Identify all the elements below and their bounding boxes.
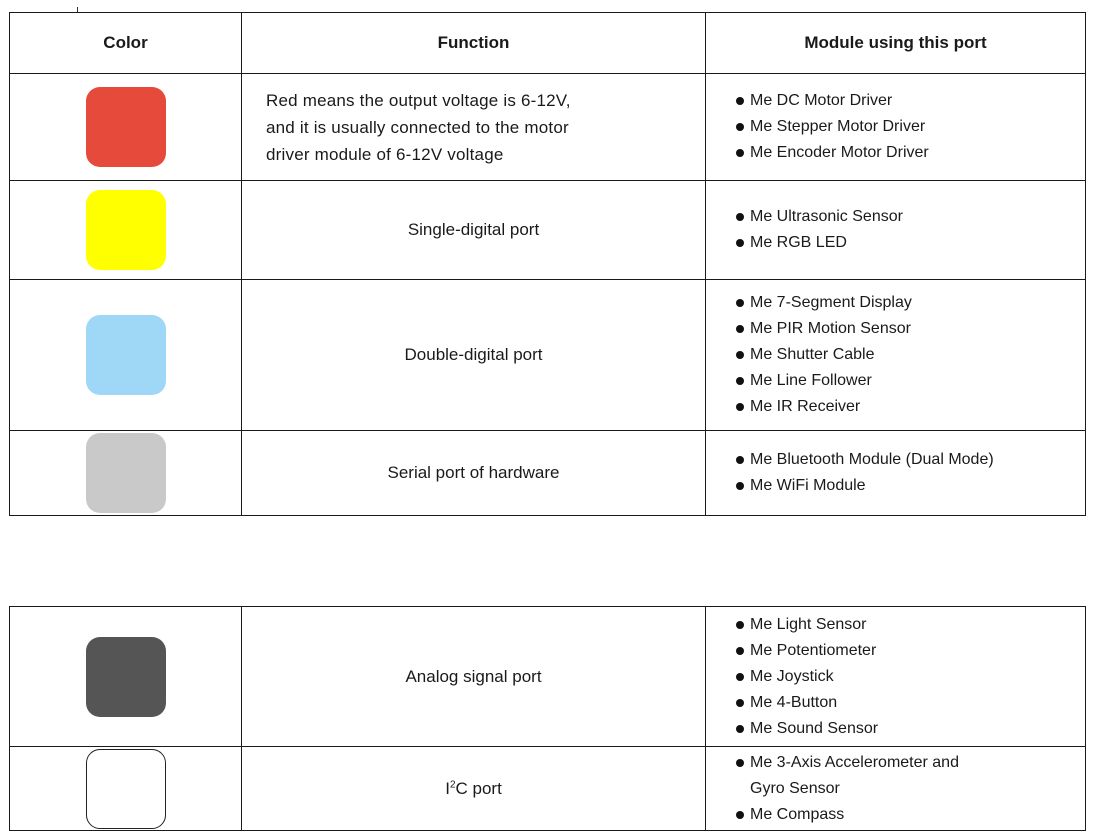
function-line: and it is usually connected to the motor [266, 117, 569, 137]
modules-cell [706, 607, 1086, 747]
modules-cell [706, 747, 1086, 831]
module-item: Me IR Receiver [736, 394, 1085, 420]
module-item: Me WiFi Module [736, 473, 1085, 499]
bullet-icon [736, 377, 744, 385]
module-item: Me Light Sensor [736, 612, 1085, 638]
function-cell: Analog signal port [242, 607, 706, 747]
bullet-icon [736, 811, 744, 819]
module-item: Me 7-Segment Display [736, 290, 1085, 316]
port-color-table [9, 12, 1086, 516]
gray-swatch [86, 433, 166, 513]
bullet-icon [736, 621, 744, 629]
module-item: Me Potentiometer [736, 638, 1085, 664]
table-row-yellow [10, 181, 1086, 280]
bullet-icon [736, 123, 744, 131]
blue-swatch [86, 315, 166, 395]
modules-cell [706, 181, 1086, 280]
bullet-icon [736, 482, 744, 490]
table-row-red [10, 74, 1086, 181]
bullet-icon [736, 403, 744, 411]
module-item: Me Stepper Motor Driver [736, 114, 1085, 140]
module-item: Me Joystick [736, 664, 1085, 690]
module-item: Me DC Motor Driver [736, 88, 1085, 114]
function-line: driver module of 6-12V voltage [266, 144, 504, 164]
function-cell: Double-digital port [242, 280, 706, 431]
table-row-blue [10, 280, 1086, 431]
color-cell [10, 431, 242, 516]
table-row-white [10, 747, 1086, 831]
red-swatch [86, 87, 166, 167]
function-cell: Serial port of hardware [242, 431, 706, 516]
function-cell [242, 74, 706, 181]
bullet-icon [736, 725, 744, 733]
bullet-icon [736, 351, 744, 359]
table-header-row [10, 13, 1086, 74]
module-item: Me Bluetooth Module (Dual Mode) [736, 447, 1085, 473]
modules-cell [706, 431, 1086, 516]
module-item: Me Ultrasonic Sensor [736, 204, 1085, 230]
bullet-icon [736, 299, 744, 307]
module-item: Me Line Follower [736, 368, 1085, 394]
color-cell [10, 747, 242, 831]
function-line: Red means the output voltage is 6-12V, [266, 90, 571, 110]
bullet-icon [736, 647, 744, 655]
table-row-black [10, 607, 1086, 747]
modules-cell [706, 74, 1086, 181]
bullet-icon [736, 456, 744, 464]
module-item: Me Sound Sensor [736, 716, 1085, 742]
module-item: Me Shutter Cable [736, 342, 1085, 368]
module-item: Me 4-Button [736, 690, 1085, 716]
black-swatch [86, 637, 166, 717]
modules-cell [706, 280, 1086, 431]
table-row-gray [10, 431, 1086, 516]
port-color-table-continued [9, 606, 1086, 831]
bullet-icon [736, 759, 744, 767]
function-cell: Single-digital port [242, 181, 706, 280]
function-cell: $I^2C$ port [242, 747, 706, 831]
module-item: Me PIR Motion Sensor [736, 316, 1085, 342]
yellow-swatch [86, 190, 166, 270]
module-item: Me Encoder Motor Driver [736, 140, 1085, 166]
module-item: Me RGB LED [736, 230, 1085, 256]
module-item: Me Compass [736, 802, 1085, 828]
header-function: Function [242, 13, 706, 74]
bullet-icon [736, 699, 744, 707]
bullet-icon [736, 239, 744, 247]
color-cell [10, 607, 242, 747]
bullet-icon [736, 673, 744, 681]
color-cell [10, 181, 242, 280]
header-color: Color [10, 13, 242, 74]
bullet-icon [736, 325, 744, 333]
color-cell [10, 74, 242, 181]
white-swatch [86, 749, 166, 829]
bullet-icon [736, 149, 744, 157]
module-item: Me 3-Axis Accelerometer and [736, 750, 1085, 776]
color-cell [10, 280, 242, 431]
bullet-icon [736, 97, 744, 105]
module-item-continuation: Gyro Sensor [750, 779, 840, 797]
bullet-icon [736, 213, 744, 221]
header-modules: Module using this port [706, 13, 1086, 74]
